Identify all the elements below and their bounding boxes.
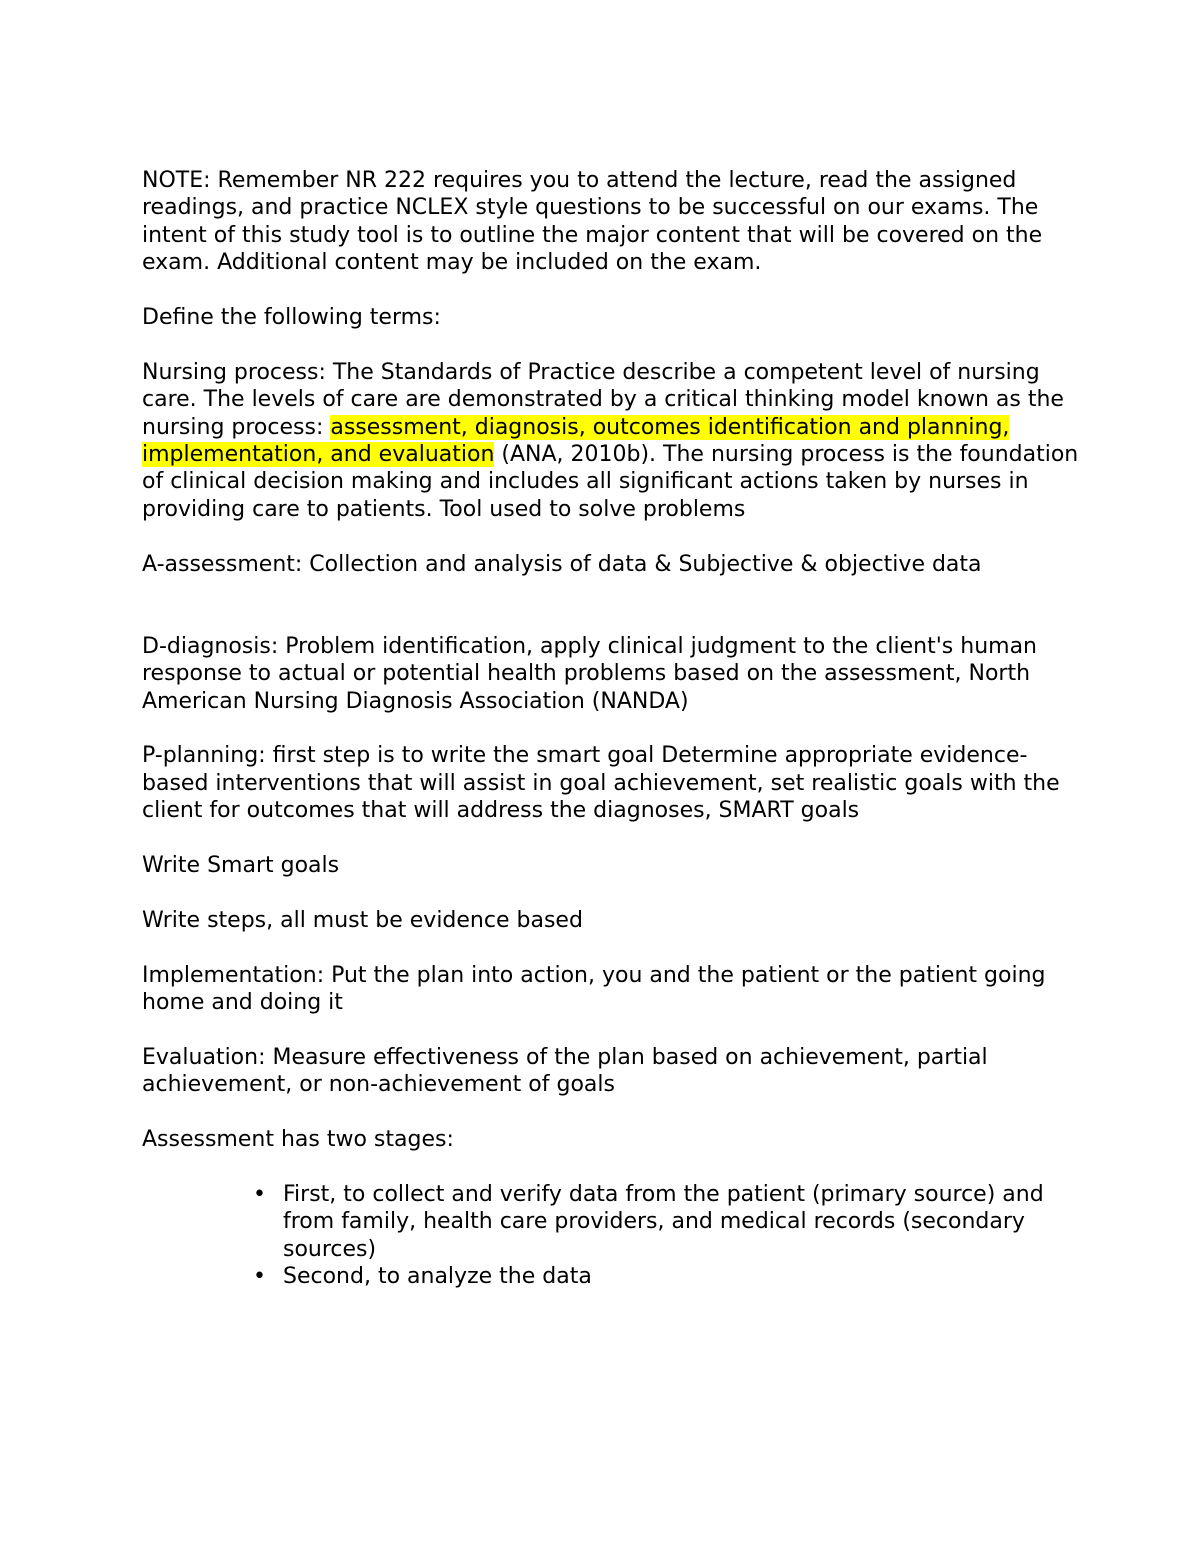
evaluation-paragraph: Evaluation: Measure effectiveness of the plan based on achievement, partial achievement, or non-achievement of goals [142, 1044, 988, 1098]
planning-paragraph: P-planning: first step is to write the smart goal Determine appropriate evidence-based interventions that will assist in goal achievement, set realistic goals with the client for outcomes that will address the diagnoses, SMART goals [142, 743, 1060, 824]
nursing-process-paragraph [142, 359, 1082, 523]
document-page [142, 167, 1082, 1290]
list-item [253, 1181, 1082, 1263]
nursing-process-highlight: assessment, diagnosis, outcomes identification and planning, implementation, and evaluation [142, 414, 1010, 468]
assessment-paragraph: A-assessment: Collection and analysis of data & Subjective & objective data [142, 551, 982, 577]
define-heading: Define the following terms: [142, 305, 441, 331]
write-smart-goals: Write Smart goals [142, 853, 340, 879]
note-paragraph: NOTE: Remember NR 222 requires you to attend the lecture, read the assigned readings, and practice NCLEX style questions to be successful on our exams. The intent of this study tool is to outline the major content that will be covered on the exam. Additional content may be included on the exam. [142, 168, 1043, 276]
list-item-text: Second, to analyze the data [283, 1264, 592, 1290]
assessment-stages-list [142, 1181, 1082, 1291]
list-item [253, 1263, 1082, 1290]
nursing-process-text-end: (ANA, 2010b). The nursing process is the foundation of clinical decision making and includes all significant actions taken by nurses in providing care to patients. Tool used to solve problems [142, 442, 1079, 522]
list-item-text: First, to collect and verify data from the patient (primary source) and from family, health care providers, and medical records (secondary sources) [283, 1181, 1044, 1262]
assessment-stages-heading: Assessment has two stages: [142, 1127, 454, 1153]
diagnosis-paragraph: D-diagnosis: Problem identification, apply clinical judgment to the client's human response to actual or potential health problems based on the assessment, North American Nursing Diagnosis Association (NANDA) [142, 633, 1037, 714]
bullet-icon: • [253, 1264, 266, 1290]
bullet-icon: • [253, 1181, 266, 1207]
implementation-paragraph: Implementation: Put the plan into action, you and the patient or the patient going home and doing it [142, 962, 1046, 1016]
nursing-process-text: Nursing process: The Standards of Practice describe a competent level of nursing care. The levels of care are demonstrated by a critical thinking model known as the nursing process: [142, 359, 1064, 440]
write-steps: Write steps, all must be evidence based [142, 907, 583, 933]
